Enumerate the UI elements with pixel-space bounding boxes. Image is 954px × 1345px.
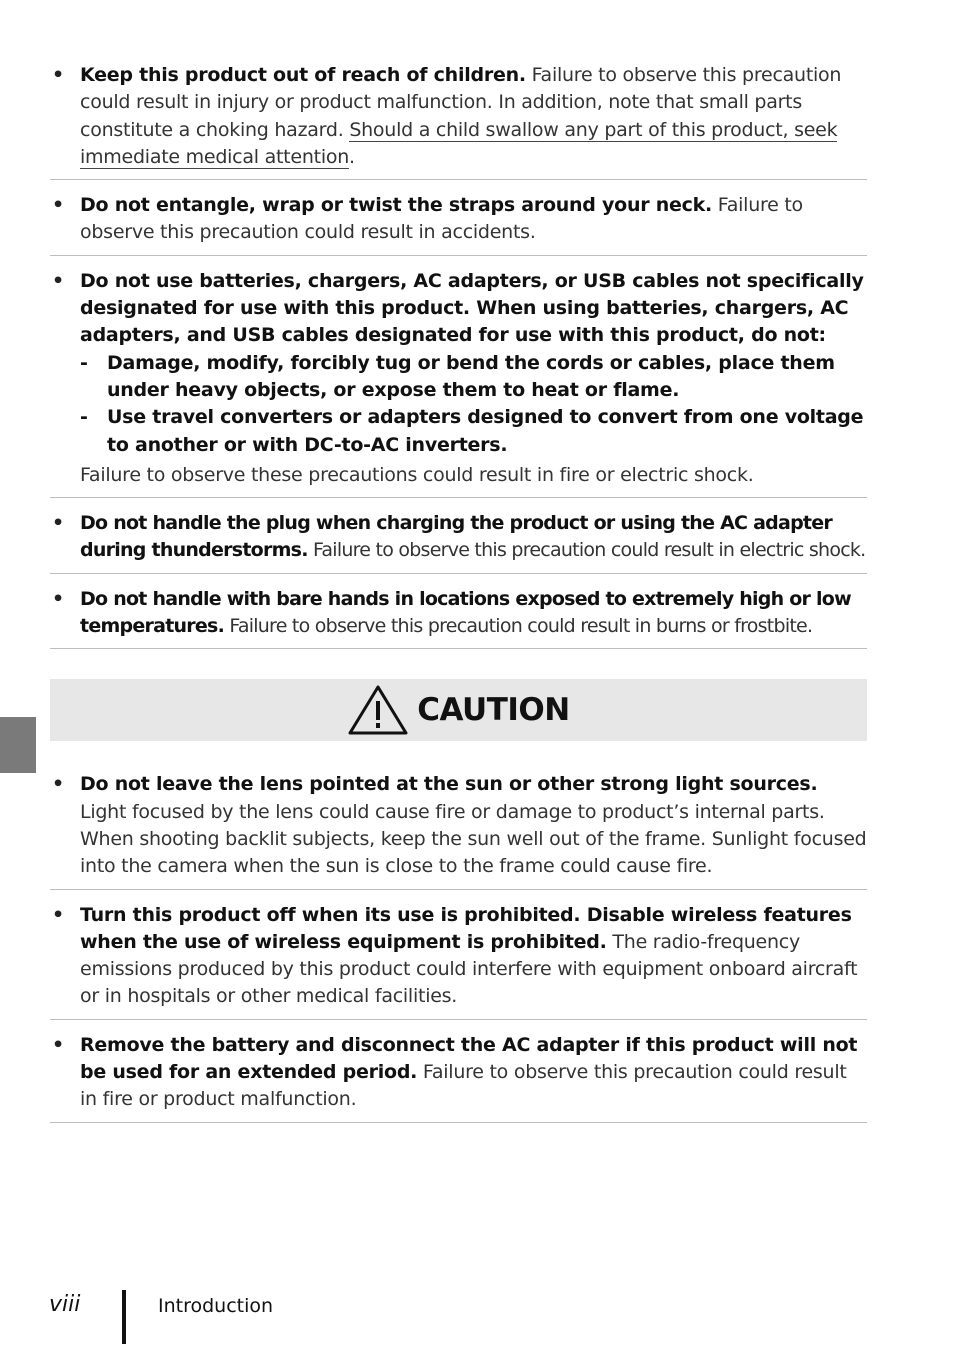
warning-item-thunderstorms [50, 506, 867, 574]
caution-body: Failure to observe this precaution could result in fire or product malfunction. [80, 1061, 847, 1111]
bullet: • [52, 1033, 64, 1056]
page-number: viii [49, 1292, 81, 1317]
warning-lead: Do not handle the plug when charging the product or using the AC adapter during thunderstorms. [80, 512, 833, 562]
warning-lead: Do not use batteries, chargers, AC adapters, or USB cables not specifically designated for use with this product. When using batteries, chargers, AC adapters, and USB cables designated for use with this product, do not: [80, 269, 864, 347]
warning-underlined-text: Should a child swallow any part of this product, seek immediate medical attention [80, 118, 838, 168]
bullet: • [52, 64, 64, 86]
bullet: • [52, 512, 64, 535]
warning-body: Failure to observe this precaution could result in electric shock. [307, 539, 866, 562]
caution-item-battery [50, 1028, 867, 1123]
caution-body: Light focused by the lens could cause fire or damage to product’s internal parts. When shooting backlit subjects, keep the sun well out of the frame. Sunlight focused into the camera when the sun is close to the frame could cause fire. [80, 800, 867, 878]
bullet: • [52, 587, 64, 610]
warning-body: Failure to observe this precaution could result in burns or frostbite. [224, 615, 813, 638]
dash: - [80, 351, 88, 374]
caution-banner [50, 679, 867, 741]
subitem-text: Damage, modify, forcibly tug or bend the cords or cables, place them under heavy objects, or expose them to heat or flame. [107, 351, 835, 401]
warning-subitem [80, 404, 867, 459]
document-content [50, 58, 867, 1131]
warning-item-batteries [50, 264, 867, 498]
section-name: Introduction [158, 1295, 274, 1317]
caution-lead: Do not leave the lens pointed at the sun or other strong light sources. [80, 773, 818, 796]
warning-after-text: Failure to observe these precautions could result in fire or electric shock. [80, 463, 754, 486]
caution-title: CAUTION [417, 692, 570, 729]
subitem-text: Use travel converters or adapters designed to convert from one voltage to another or with DC-to-AC inverters. [107, 406, 864, 456]
footer-divider [122, 1290, 126, 1344]
caution-lead: Turn this product off when its use is prohibited. Disable wireless features when the use of wireless equipment is prohibited. [80, 903, 852, 953]
caution-body: The radio-frequency emissions produced by this product could interfere with equipment onboard aircraft or in hospitals or other medical facilities. [80, 930, 858, 1008]
warning-body: Failure to observe this precaution could result in injury or product malfunction. In addition, note that small parts constitute a choking hazard. [80, 64, 842, 141]
warning-item-children [50, 58, 867, 180]
bullet: • [52, 194, 64, 217]
warning-lead: Do not handle with bare hands in locations exposed to extremely high or low temperatures. [80, 587, 851, 638]
warning-item-temperatures [50, 582, 867, 650]
warning-tail: . [349, 145, 355, 168]
dash: - [80, 406, 88, 429]
warning-subitem [80, 350, 867, 405]
warning-lead: Keep this product out of reach of children. [80, 64, 526, 86]
warning-triangle-icon [347, 684, 409, 736]
bullet: • [52, 269, 64, 292]
section-tab [0, 717, 36, 773]
caution-lead: Remove the battery and disconnect the AC adapter if this product will not be used for an extended period. [80, 1033, 858, 1084]
warning-lead: Do not entangle, wrap or twist the straps around your neck. [80, 194, 713, 217]
caution-item-wireless [50, 898, 867, 1020]
bullet: • [52, 773, 64, 796]
bullet: • [52, 903, 64, 926]
caution-item-lens [50, 767, 867, 889]
warning-body: Failure to observe this precaution could result in accidents. [80, 194, 803, 244]
warning-item-straps [50, 188, 867, 256]
